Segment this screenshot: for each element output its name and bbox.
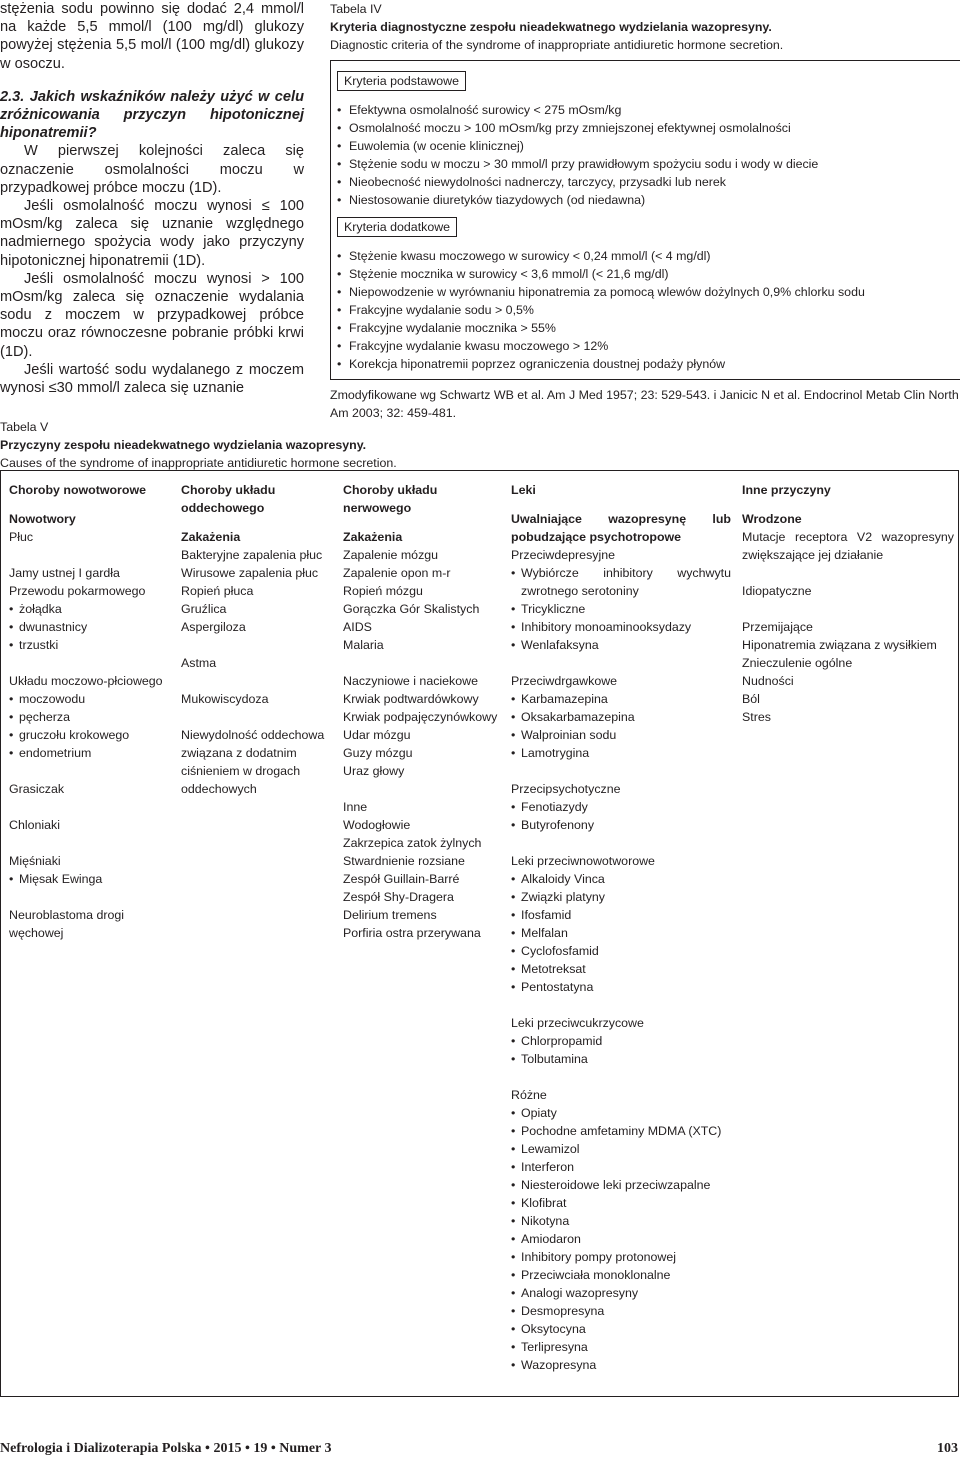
list-item: Przewodu pokarmowego <box>9 584 146 598</box>
criterion-item: • Efektywna osmolalność surowicy < 275 mOsm/kg <box>337 101 960 119</box>
table-iv-frame <box>330 60 960 380</box>
list-item: Inne <box>343 800 368 814</box>
list-item: Przecipsychotyczne <box>511 782 621 796</box>
basic-criteria-list <box>337 101 960 209</box>
list-item: AIDS <box>343 620 372 634</box>
column-header: Choroby układu oddechowego <box>181 483 276 515</box>
column-respiratory <box>181 481 331 798</box>
list-item: • Cyclofosfamid <box>511 942 731 960</box>
list-item: Naczyniowe i naciekowe <box>343 674 478 688</box>
table-iv-label: Tabela IV <box>330 2 382 16</box>
criterion-item: • Niestosowanie diuretyków tiazydowych (od niedawna) <box>337 191 960 209</box>
list-item: Zakażenia <box>343 530 403 544</box>
table-v-label: Tabela V <box>0 420 49 434</box>
list-item: Wrodzone <box>742 512 802 526</box>
column-oncologic <box>9 481 169 942</box>
list-item: • Interferon <box>511 1158 731 1176</box>
list-item: Przeciwdepresyjne <box>511 548 615 562</box>
list-item: Niewydolność oddechowa związana z dodatnim ciśnieniem w drogach oddechowych <box>181 728 325 796</box>
list-item: Zespół Shy-Dragera <box>343 890 454 904</box>
list-item: Gorączka Gór Skalistych <box>343 602 480 616</box>
list-item <box>343 654 503 672</box>
list-item: • moczowodu <box>9 690 169 708</box>
list-item: • Oksakarbamazepina <box>511 708 731 726</box>
basic-criteria-heading: Kryteria podstawowe <box>337 71 466 91</box>
table-v-subtitle: Causes of the syndrome of inappropriate antidiuretic hormone secretion. <box>0 456 397 470</box>
list-item: Uraz głowy <box>343 764 405 778</box>
criterion-item: • Stężenie kwasu moczowego w surowicy < 0,24 mmol/l (< 4 mg/dl) <box>337 247 960 265</box>
list-item: • Chlorpropamid <box>511 1032 731 1050</box>
criterion-item: • Stężenie mocznika w surowicy < 3,6 mmol/l (< 21,6 mg/dl) <box>337 265 960 283</box>
list-item: • Wybiórcze inhibitory wychwytu zwrotnego serotoniny <box>511 564 731 600</box>
list-item: Leki przeciwnowotworowe <box>511 854 655 868</box>
list-item: Uwalniające wazopresynę lub pobudzające psychotropowe <box>511 512 731 544</box>
column-body <box>742 510 954 726</box>
table-iv-subtitle: Diagnostic criteria of the syndrome of inappropriate antidiuretic hormone secretion. <box>330 38 784 52</box>
list-item: Nowotwory <box>9 512 76 526</box>
list-item: • Amiodaron <box>511 1230 731 1248</box>
list-item: Stres <box>742 710 771 724</box>
column-body <box>343 528 503 942</box>
list-item: • Tolbutamina <box>511 1050 731 1068</box>
list-item: • Desmopresyna <box>511 1302 731 1320</box>
list-item: Bakteryjne zapalenia płuc <box>181 548 323 562</box>
list-item <box>511 996 731 1014</box>
list-item: Hiponatremia związana z wysiłkiem <box>742 638 937 652</box>
list-item: Mięśniaki <box>9 854 61 868</box>
column-header: Leki <box>511 483 536 497</box>
column-body <box>181 528 331 798</box>
list-item: Ból <box>742 692 760 706</box>
list-item <box>511 1068 731 1086</box>
list-item: • Wenlafaksyna <box>511 636 731 654</box>
list-item: • Analogi wazopresyny <box>511 1284 731 1302</box>
list-item: • Walproinian sodu <box>511 726 731 744</box>
list-item: • żołądka <box>9 600 169 618</box>
list-item: Znieczulenie ogólne <box>742 656 853 670</box>
list-item: • trzustki <box>9 636 169 654</box>
list-item <box>181 636 331 654</box>
list-item: • Związki platyny <box>511 888 731 906</box>
column-header: Inne przyczyny <box>742 483 831 497</box>
list-item: • dwunastnicy <box>9 618 169 636</box>
criterion-item: • Osmolalność moczu > 100 mOsm/kg przy zmniejszonej efektywnej osmolalności <box>337 119 960 137</box>
criterion-item: • Frakcyjne wydalanie mocznika > 55% <box>337 319 960 337</box>
list-item <box>742 600 954 618</box>
list-item <box>511 762 731 780</box>
list-item: Zakażenia <box>181 530 241 544</box>
criterion-item: • Frakcyjne wydalanie sodu > 0,5% <box>337 301 960 319</box>
list-item: Płuc <box>9 530 34 544</box>
list-item: • Inhibitory monoaminooksydazy <box>511 618 731 636</box>
list-item <box>181 672 331 690</box>
table-v-title: Przyczyny zespołu nieadekwatnego wydzielania wazopresyny. <box>0 438 367 452</box>
list-item: Porfiria ostra przerywana <box>343 926 481 940</box>
list-item: Zespół Guillain-Barré <box>343 872 460 886</box>
paragraph-1: stężenia sodu powinno się dodać 2,4 mmol/l na każde 5,5 mmol/l (100 mg/dl) glukozy powyżej stężenia 5,5 mol/l (100 mg/dl) glukozy w osoczu. <box>0 1 304 72</box>
list-item <box>742 564 954 582</box>
paragraph-5: Jeśli wartość sodu wydalanego z moczem wynosi ≤30 mmol/l zaleca się uznanie <box>0 361 304 397</box>
list-item: • Melfalan <box>511 924 731 942</box>
column-header: Choroby układu nerwowego <box>343 483 438 515</box>
list-item: Gruźlica <box>181 602 227 616</box>
table-iv <box>330 0 960 422</box>
column-nervous <box>343 481 503 942</box>
list-item <box>511 834 731 852</box>
list-item <box>9 546 169 564</box>
list-item: Malaria <box>343 638 384 652</box>
list-item: Aspergiloza <box>181 620 246 634</box>
list-item <box>9 654 169 672</box>
body-text-column <box>0 0 304 397</box>
list-item: • Alkaloidy Vinca <box>511 870 731 888</box>
criterion-item: • Frakcyjne wydalanie kwasu moczowego > 12% <box>337 337 960 355</box>
list-item: Krwiak podpajęczynówkowy <box>343 710 498 724</box>
list-item: • Tricykliczne <box>511 600 731 618</box>
column-drugs <box>511 481 731 1374</box>
list-item <box>511 654 731 672</box>
list-item: Różne <box>511 1088 547 1102</box>
list-item <box>9 798 169 816</box>
list-item: Wodogłowie <box>343 818 411 832</box>
list-item: • Terlipresyna <box>511 1338 731 1356</box>
list-item: Zakrzepica zatok żylnych <box>343 836 482 850</box>
list-item: Guzy mózgu <box>343 746 413 760</box>
list-item: Leki przeciwcukrzycowe <box>511 1016 644 1030</box>
list-item: • Niesteroidowe leki przeciwzapalne <box>511 1176 731 1194</box>
list-item: Nudności <box>742 674 794 688</box>
list-item <box>343 780 503 798</box>
list-item: Krwiak podtwardówkowy <box>343 692 479 706</box>
list-item: • Metotreksat <box>511 960 731 978</box>
table-v-frame <box>0 470 959 1397</box>
paragraph-4: Jeśli osmolalność moczu wynosi > 100 mOsm/kg zaleca się oznaczenie wydalania sodu z moczem w przypadkowej próbce moczu oraz równoczesne pobranie próbki krwi (1D). <box>0 270 304 360</box>
list-item: • Pochodne amfetaminy MDMA (XTC) <box>511 1122 731 1140</box>
list-item: Neuroblastoma drogi węchowej <box>9 908 125 940</box>
list-item: Delirium tremens <box>343 908 437 922</box>
list-item: • Ifosfamid <box>511 906 731 924</box>
list-item: Stwardnienie rozsiane <box>343 854 465 868</box>
table-iv-title: Kryteria diagnostyczne zespołu nieadekwatnego wydzielania wazopresyny. <box>330 20 772 34</box>
column-body <box>511 510 731 1374</box>
list-item: • Butyrofenony <box>511 816 731 834</box>
journal-name: Nefrologia i Dializoterapia Polska • 2015 • 19 • Numer 3 <box>0 1441 332 1456</box>
column-other <box>742 481 954 726</box>
list-item: • Karbamazepina <box>511 690 731 708</box>
list-item: Przeciwdrgawkowe <box>511 674 618 688</box>
list-item <box>9 762 169 780</box>
list-item: • Fenotiazydy <box>511 798 731 816</box>
paragraph-2: W pierwszej kolejności zaleca się oznaczenie osmolalności moczu w przypadkowej próbce moczu (1D). <box>0 143 304 196</box>
table-iv-citation: Zmodyfikowane wg Schwartz WB et al. Am J Med 1957; 23: 529-543. i Janicic N et al. Endocrinol Metab Clin North Am 2003; 32: 459-481. <box>330 388 959 420</box>
page-footer <box>0 1440 960 1458</box>
extra-criteria-list <box>337 247 960 373</box>
list-item: Udar mózgu <box>343 728 411 742</box>
list-item: • Mięsak Ewinga <box>9 870 169 888</box>
criterion-item: • Nieobecność niewydolności nadnerczy, tarczycy, przysadki lub nerek <box>337 173 960 191</box>
list-item: Grasiczak <box>9 782 65 796</box>
column-header: Choroby nowotworowe <box>9 483 146 497</box>
list-item: Mukowiscydoza <box>181 692 269 706</box>
list-item: • Nikotyna <box>511 1212 731 1230</box>
table-v <box>0 418 960 1372</box>
section-heading-2-3: 2.3. Jakich wskaźników należy użyć w celu zróżnicowania przyczyn hipotonicznej hiponatremii? <box>0 88 304 142</box>
list-item: Układu moczowo-płciowego <box>9 674 163 688</box>
list-item: • Lewamizol <box>511 1140 731 1158</box>
list-item: • endometrium <box>9 744 169 762</box>
list-item: Zapalenie mózgu <box>343 548 439 562</box>
list-item: Zapalenie opon m-r <box>343 566 451 580</box>
list-item: Przemijające <box>742 620 813 634</box>
list-item: Ropień płuca <box>181 584 254 598</box>
list-item: • Wazopresyna <box>511 1356 731 1374</box>
criterion-item: • Stężenie sodu w moczu > 30 mmol/l przy prawidłowym spożyciu sodu i wody w diecie <box>337 155 960 173</box>
list-item <box>9 834 169 852</box>
list-item: Astma <box>181 656 217 670</box>
list-item: • pęcherza <box>9 708 169 726</box>
list-item: • Oksytocyna <box>511 1320 731 1338</box>
list-item: • gruczołu krokowego <box>9 726 169 744</box>
list-item: • Przeciwciała monoklonalne <box>511 1266 731 1284</box>
list-item: Jamy ustnej I gardła <box>9 566 120 580</box>
criterion-item: • Korekcja hiponatremii poprzez ograniczenia doustnej podaży płynów <box>337 355 960 373</box>
list-item: Mutacje receptora V2 wazopresyny zwiększające jej działanie <box>742 530 954 562</box>
list-item: Chloniaki <box>9 818 60 832</box>
list-item <box>9 888 169 906</box>
column-body <box>9 510 169 942</box>
extra-criteria-heading: Kryteria dodatkowe <box>337 217 457 237</box>
list-item: Ropień mózgu <box>343 584 423 598</box>
list-item: Wirusowe zapalenia płuc <box>181 566 319 580</box>
paragraph-3: Jeśli osmolalność moczu wynosi ≤ 100 mOsm/kg zaleca się uznanie względnego nadmiernego spożycia wody jako przyczyny hipotonicznej hiponatremii (1D). <box>0 198 304 269</box>
list-item: Idiopatyczne <box>742 584 812 598</box>
list-item: • Lamotrygina <box>511 744 731 762</box>
list-item: • Inhibitory pompy protonowej <box>511 1248 731 1266</box>
criterion-item: • Euwolemia (w ocenie klinicznej) <box>337 137 960 155</box>
list-item: • Klofibrat <box>511 1194 731 1212</box>
list-item: • Opiaty <box>511 1104 731 1122</box>
page-number: 103 <box>937 1441 958 1456</box>
criterion-item: • Niepowodzenie w wyrównaniu hiponatremia za pomocą wlewów dożylnych 0,9% chlorku sodu <box>337 283 960 301</box>
list-item: • Pentostatyna <box>511 978 731 996</box>
list-item <box>181 708 331 726</box>
